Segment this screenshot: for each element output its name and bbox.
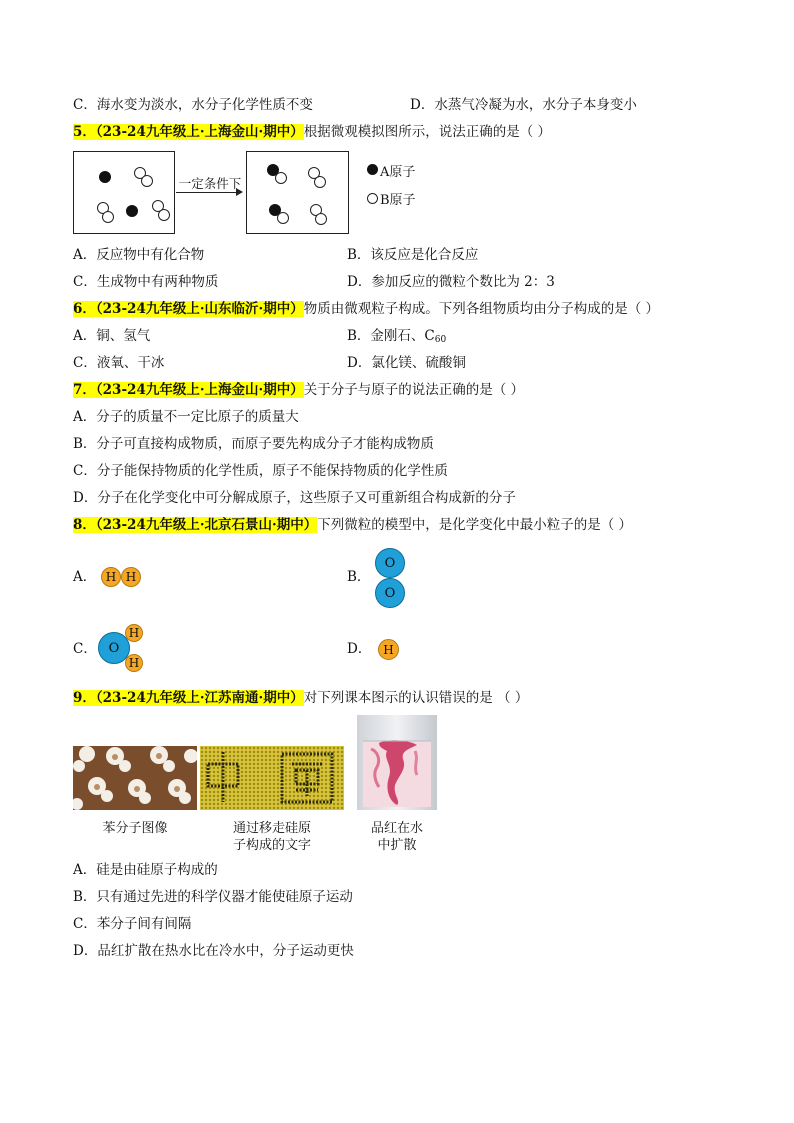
- hydrogen-atom-model: H: [101, 567, 121, 587]
- q9-option-a: A．硅是由硅原子构成的: [73, 862, 218, 878]
- benzene-image-graphic: [73, 746, 197, 810]
- reaction-arrow: [176, 192, 238, 193]
- q9-source-tag: 9．（23-24九年级上·江苏南通·期中）: [73, 690, 304, 706]
- legend-a-label: A原子: [380, 165, 416, 180]
- q9-option-d: D．品红扩散在热水比在冷水中，分子运动更快: [73, 943, 354, 959]
- oxygen-atom-model: O: [98, 632, 130, 664]
- silicon-atom-text-image: [200, 746, 344, 810]
- q7-option-b: B．分子可直接构成物质，而原子要先构成分子才能构成物质: [73, 436, 434, 452]
- hydrogen-atom-model: H: [125, 654, 143, 672]
- q9-option-b: B．只有通过先进的科学仪器才能使硅原子运动: [73, 889, 353, 905]
- oxygen-atom-model: O: [375, 548, 405, 578]
- b-atom: [102, 211, 114, 223]
- q5-option-b: B．该反应是化合反应: [347, 247, 479, 263]
- b-atom: [314, 176, 326, 188]
- silicon-image-graphic: [200, 746, 344, 810]
- q7-option-c: C．分子能保持物质的化学性质，原子不能保持物质的化学性质: [73, 463, 448, 479]
- q9-option-c: C．苯分子间有间隔: [73, 916, 192, 932]
- q6-stem: 物质由微观粒子构成。下列各组物质均由分子构成的是（ ）: [303, 301, 660, 317]
- q6-question: [73, 300, 659, 318]
- q8-option-b-label: B．: [347, 569, 371, 585]
- q8-stem: 下列微粒的模型中，是化学变化中最小粒子的是（ ）: [317, 517, 633, 533]
- q5-question: [73, 123, 551, 141]
- q6-option-c: C．液氧、干冰: [73, 355, 165, 371]
- benzene-molecule-image: [73, 746, 197, 810]
- a-atom: [126, 205, 138, 217]
- q5-stem: 根据微观模拟图所示，说法正确的是（ ）: [303, 124, 552, 140]
- q5-option-c: C．生成物中有两种物质: [73, 274, 219, 290]
- caption-silicon: 通过移走硅原 子构成的文字: [232, 821, 311, 853]
- q4-option-c: C．海水变为淡水，水分子化学性质不变: [73, 97, 313, 113]
- q6-option-b: B．金刚石、$C_{60}$: [347, 328, 447, 345]
- q8-question: [73, 516, 632, 534]
- reactant-box: [73, 151, 175, 234]
- q9-question: [73, 689, 528, 707]
- q7-source-tag: 7．（23-24九年级上·上海金山·期中）: [73, 382, 304, 398]
- caption-dye: 品红在水 中扩散: [370, 821, 423, 853]
- a-atom: [99, 171, 111, 183]
- arrow-label: 一定条件下: [178, 176, 242, 191]
- hydrogen-atom-model: H: [121, 567, 141, 587]
- q5-option-a: A．反应物中有化合物: [73, 247, 205, 263]
- q7-question: [73, 381, 524, 399]
- b-atom: [158, 209, 170, 221]
- q8-option-a-label: A．: [73, 569, 97, 585]
- arrow-head-icon: [236, 188, 243, 196]
- b-atom: [277, 212, 289, 224]
- q6-source-tag: 6．（23-24九年级上·山东临沂·期中）: [73, 301, 304, 317]
- q5-reaction-diagram: [73, 151, 433, 235]
- b-atom: [275, 172, 287, 184]
- q8-source-tag: 8．（23-24九年级上·北京石景山·期中）: [73, 517, 318, 533]
- legend-a-icon: [367, 164, 378, 175]
- product-box: [246, 151, 349, 234]
- hydrogen-atom-model: H: [378, 639, 399, 660]
- q8-option-d-label: D．: [347, 641, 372, 657]
- dye-diffusion-image: [357, 715, 437, 810]
- q5-source-tag: 5．（23-24九年级上·上海金山·期中）: [73, 124, 304, 140]
- legend-b-icon: [367, 193, 378, 204]
- q7-stem: 关于分子与原子的说法正确的是（ ）: [303, 382, 525, 398]
- q6-option-a: A．铜、氢气: [73, 328, 151, 344]
- q7-option-a: A．分子的质量不一定比原子的质量大: [73, 409, 299, 425]
- hydrogen-atom-model: H: [125, 624, 143, 642]
- q9-stem: 对下列课本图示的认识错误的是 （ ）: [303, 690, 529, 706]
- b-atom: [141, 175, 153, 187]
- dye-image-graphic: [357, 715, 437, 810]
- q6-option-d: D．氯化镁、硫酸铜: [347, 355, 466, 371]
- legend-b-label: B原子: [380, 193, 416, 208]
- oxygen-atom-model: O: [375, 578, 405, 608]
- caption-benzene: 苯分子图像: [102, 821, 168, 836]
- b-atom: [315, 213, 327, 225]
- q5-option-d: D．参加反应的微粒个数比为 2：3: [347, 274, 555, 290]
- q8-option-c-label: C．: [73, 641, 97, 657]
- q4-option-d: D．水蒸气冷凝为水，水分子本身变小: [410, 97, 637, 113]
- q7-option-d: D．分子在化学变化中可分解成原子，这些原子又可重新组合构成新的分子: [73, 490, 516, 506]
